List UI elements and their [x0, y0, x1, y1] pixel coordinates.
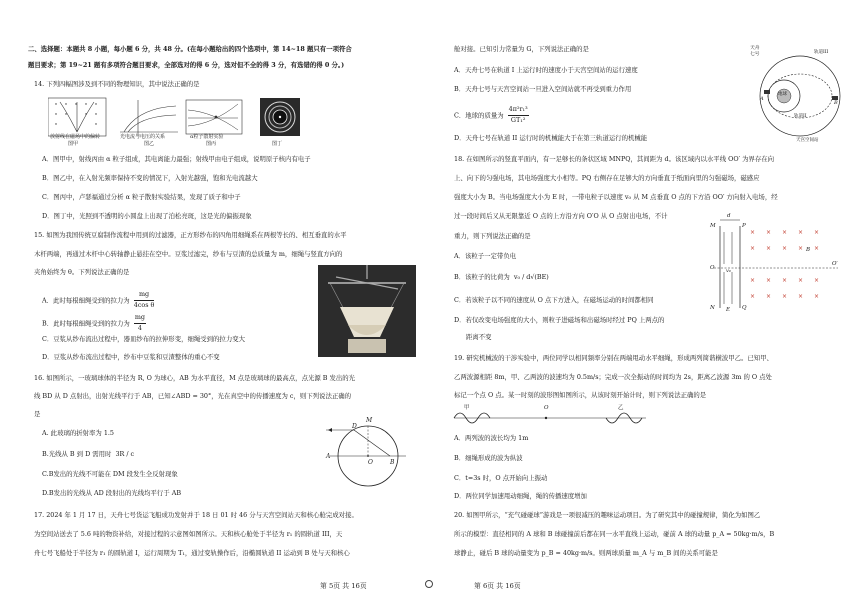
q19-option-b: B．细绳形成的波为纵波	[454, 454, 523, 462]
q14-fig-label-7: 图丁	[272, 141, 283, 147]
q19-option-c: C．t=3s 时，O 点开始向上振动	[454, 474, 548, 482]
q17-option-c	[454, 105, 529, 126]
q15-b-numerator: mg	[134, 313, 146, 324]
q16-option-b	[42, 450, 134, 460]
q17-label-station: 天宫空间站	[796, 138, 819, 143]
svg-text:×: ×	[814, 293, 820, 300]
svg-text:×: ×	[750, 229, 756, 236]
q17-label-earth: 地球	[778, 92, 787, 97]
q15-photo-drawing	[318, 265, 416, 357]
svg-text:×: ×	[814, 229, 820, 236]
footer-left-page-number: 第 5页 共 16页	[320, 582, 367, 590]
q19-line-1: 19. 研究机械波的干涉实验中，两位同学以相同频率分别在两端甩动水平细绳，形成两列简谐横波甲乙。已知甲、	[454, 354, 773, 362]
q18-line-4: 过一段时间后又从无限靠近 O 点的上方沿方向 O′O 从 O 点射出电场，不计	[454, 212, 668, 220]
q14-option-b: B．图乙中，在入射光频率保持不变的情况下，入射光越强，饱和光电流越大	[42, 174, 258, 182]
q15-option-d: D．豆浆从纱布流出过程中，纱布中豆浆和豆渣整体的重心不变	[42, 353, 220, 361]
svg-text:×: ×	[750, 293, 756, 300]
q16-line-3: 是	[34, 410, 41, 418]
q17-option-a: A．天舟七号在轨道 I 上运行时的速度小于天宫空间站的运行速度	[454, 66, 638, 74]
q18-line-3: 强度大小为 B。当电场强度大小为 E 时，一带电粒子以速度 v₀ 从 M 点垂直 O 点的下方沿 OO′ 方向射入电场，经	[454, 193, 778, 201]
q17-label-orbit-2: 轨道II	[794, 114, 807, 119]
q16-label-a: A	[326, 453, 331, 460]
q19-option-a: A．两列波的波长均为 1m	[454, 434, 529, 442]
q17-label-a: A	[760, 96, 764, 102]
q18-label-e: E	[726, 307, 731, 313]
q18-line-1: 18. 在如图所示的竖直平面内，有一足够长的条状区域 MNPQ，其间距为 d。该区域内以水平线 OO′ 为界存在向	[454, 155, 775, 163]
q19-line-3: 标记一个点 O 点。某一时刻的波形图如图所示，从该时刻开始计时，则下列说法正确的是	[454, 391, 707, 399]
q15-b-text: B．此时每根细绳受到的拉力为	[42, 319, 130, 328]
svg-text:×: ×	[814, 245, 820, 252]
q15-b-denominator: 4	[137, 323, 142, 332]
q17-label-orbit-3: 轨道III	[814, 50, 829, 55]
q18-option-d-cont: 距离不变	[466, 333, 492, 341]
q20-line-3: 球静止，碰后 B 球的动量变为 p_B = 40kg·m/s。则两球质量 m_A 与 m_B 间的关系可能是	[454, 549, 718, 557]
q18-b-text: B．该粒子的比荷为	[454, 273, 510, 281]
svg-text:×: ×	[782, 293, 788, 300]
q16-b-fraction: 3R / c	[115, 450, 135, 458]
q14-fig-label-6: 图丙	[206, 141, 217, 147]
q15-b-fraction	[134, 313, 146, 334]
q19-label-jia: 甲	[464, 405, 470, 411]
q15-a-numerator: mg	[134, 290, 155, 301]
section-header-line-1: 二、选择题：本题共 8 小题，每小题 6 分，共 48 分。(在每小题给出的四个选项中，第 14~18 题只有一项符合	[28, 45, 352, 53]
q14-stem: 14. 下列四幅图涉及到不同的物理知识，其中说法正确的是	[34, 80, 200, 88]
q18-b-fraction: v₀ / d√(BE)	[513, 273, 549, 281]
svg-text:×: ×	[798, 229, 804, 236]
q18-field-figure	[710, 212, 840, 320]
q17-c-fraction	[508, 105, 529, 126]
q14-figures	[48, 96, 328, 148]
q17-option-b: B．天舟七号与天宫空间站一旦进入空间站就不再受到重力作用	[454, 85, 632, 93]
q16-line-1: 16. 如图所示，一玻璃球体的半径为 R, O 为球心，AB 为水平直径，M 点是玻璃球的最高点，点光源 B 发出的光	[34, 374, 356, 382]
svg-text:×: ×	[814, 277, 820, 284]
q20-line-2: 所示的模型：直径相同的 A 球和 B 球碰撞前后都在同一水平直线上运动，碰前 A 球的动量 p_A = 50kg·m/s，B	[454, 530, 775, 538]
q15-filter-photo	[318, 265, 416, 357]
q18-label-d: d	[727, 213, 731, 219]
q17-c-denominator: GT₁²	[510, 115, 526, 124]
q15-option-c: C．豆浆从纱布流出过程中，器皿纱布的拉伸形变，细绳受到的拉力变大	[42, 335, 245, 343]
q16-option-a: A. 此玻璃的折射率为 1.5	[42, 429, 114, 437]
q19-label-o: O	[544, 405, 549, 411]
svg-text:×: ×	[798, 245, 804, 252]
q16-label-d: D	[352, 423, 357, 430]
q14-fig-label-2: 图甲	[68, 141, 79, 147]
q15-line-1: 15. 如图为我国传统豆腐制作流程中用到的过滤器，正方形纱布的四角用细绳系在两根等长的、相互垂直的水平	[34, 231, 347, 239]
q15-line-2: 木杆两端，再通过木杆中心转轴静止悬挂在空中。豆浆过滤完，纱布与豆渣的总质量为 m，细绳与竖直方向的	[34, 250, 343, 258]
q14-option-c: C．图丙中，卢瑟福通过分析 α 粒子散射实验结果，发现了质子和中子	[42, 193, 241, 201]
svg-text:×: ×	[750, 277, 756, 284]
q18-label-p: P	[742, 223, 746, 229]
q14-option-a: A．图甲中，射线丙由 α 粒子组成，其电离能力最强；射线甲由电子组成，说明原子核内有电子	[42, 155, 311, 163]
svg-text:×: ×	[782, 245, 788, 252]
q18-label-o-prime: O′	[832, 261, 838, 267]
svg-text:×: ×	[798, 293, 804, 300]
q18-label-q: Q	[742, 305, 747, 311]
q15-option-b	[42, 313, 146, 334]
svg-text:×: ×	[766, 277, 772, 284]
q17-c-numerator: 4π²r₁³	[508, 105, 529, 116]
q18-label-b: B	[806, 247, 811, 253]
q14-fig-label-3: 光电流与电压的关系	[120, 134, 166, 140]
q17-label-tianzhou: 天舟七号	[750, 46, 760, 57]
q17-orbit-figure	[750, 40, 842, 148]
q17-line-3: 舟七号飞船处于半径为 r₁ 的圆轨道 I，运行周期为 T₁，通过变轨操作后，沿椭圆轨道 II 运动到 B 处与天和核心	[34, 549, 350, 557]
q19-option-d: D．两位同学加速甩动细绳，绳的传播速度增加	[454, 492, 587, 500]
center-binding-mark	[425, 580, 433, 588]
q17-label-b: B	[834, 100, 838, 106]
q16-option-d: D.B发出的光线从 AD 段射出的光线均平行于 AB	[42, 489, 182, 497]
q16-b-text: B.光线从 B 到 D 需用时	[42, 450, 112, 458]
svg-text:×: ×	[766, 293, 772, 300]
svg-text:×: ×	[750, 245, 756, 252]
svg-text:×: ×	[766, 245, 772, 252]
svg-text:×: ×	[766, 229, 772, 236]
q18-line-5: 重力，则下列说法正确的是	[454, 232, 531, 240]
q19-wave-figure	[450, 404, 650, 430]
q19-label-yi: 乙	[618, 405, 624, 411]
q15-a-fraction	[134, 290, 155, 311]
svg-text:×: ×	[782, 277, 788, 284]
q17-c-text: C．地球的质量为	[454, 111, 504, 120]
q18-line-2: 上、向下的匀强电场，其电场强度大小相等。PQ 右侧存在足够大的方向垂直于纸面向里的匀强磁场，磁感应	[454, 174, 760, 182]
q19-line-2: 乙两波源相距 8m，甲、乙两波的波速均为 0.5m/s；完成一次全振动的时间均为 2s，距离乙波源 3m 的 O 点处	[454, 373, 772, 381]
section-header-line-2: 题目要求；第 19~21 题有多项符合题目要求，全部选对的得 6 分，选对但不全的得 3 分，有选错的得 0 分。)	[28, 61, 345, 69]
q16-label-o: O	[368, 459, 373, 466]
q18-option-b	[454, 273, 549, 283]
q18-label-n: N	[710, 305, 715, 311]
q15-option-a	[42, 290, 154, 311]
q20-line-1: 20. 如图甲所示，“充气碰碰球”游戏是一项很减压的趣味运动项目。为了研究其中的碰撞规律，简化为如图乙	[454, 511, 761, 519]
q17-line-1: 17. 2024 年 1 月 17 日，天舟七号货运飞船成功发射并于 18 日 01 时 46 分与天宫空间站天和核心舱完成对接。	[34, 511, 358, 519]
q15-a-denominator: 4cos θ	[133, 300, 155, 309]
q14-fig-label-1: 放射线在磁场中的偏转	[50, 134, 101, 140]
q16-line-2: 线 BD 从 D 点射出，出射光线平行于 AB，已知∠ABD = 30°，光在真空中的传播速度为 c，则下列说法正确的	[34, 392, 352, 400]
svg-text:×: ×	[798, 277, 804, 284]
q17-option-d: D．天舟七号在轨道 II 运行时的机械能大于在第三轨道运行的机械能	[454, 134, 648, 142]
q16-sphere-figure	[318, 410, 414, 490]
q18-label-v0: v₀	[726, 268, 731, 274]
q18-field-drawing	[710, 212, 840, 320]
q14-option-d: D．图丁中，光照到不透明的小圆盘上出现了泊松亮斑，这是光的偏振现象	[42, 212, 252, 220]
q18-option-c: C．若该粒子以不同的速度从 O 点下方进入，在磁场运动的时间都相同	[454, 296, 654, 304]
footer-right-page-number: 第 6页 共 16页	[474, 582, 521, 590]
q16-option-c: C.B发出的光线不可能在 DM 段发生全反射现象	[42, 470, 178, 478]
q14-fig-label-4: 图乙	[144, 141, 155, 147]
q18-label-m: M	[710, 223, 716, 229]
q15-line-3: 夹角始终为 θ。下列说法正确的是	[34, 268, 130, 276]
q15-a-text: A．此时每根细绳受到的拉力为	[42, 296, 130, 305]
q14-fig-label-5: α粒子散射实验	[190, 134, 224, 140]
q16-label-m: M	[366, 417, 373, 424]
q18-option-d: D．若仅改变电场强度的大小，则粒子进磁场和出磁场时经过 PQ 上两点的	[454, 316, 665, 324]
svg-text:×: ×	[782, 229, 788, 236]
q17-line-2: 为空间站送去了 5.6 吨的物资补给，对接过程的示意图如图所示。天和核心舱处于半径为 r₁ 的圆轨道 III，天	[34, 530, 343, 538]
q17-cont-line-1: 舱对接。已知引力常量为 G，下列说法正确的是	[454, 45, 589, 53]
q18-option-a: A．该粒子一定带负电	[454, 252, 517, 260]
q16-label-b: B	[390, 459, 395, 466]
q18-label-o: O	[710, 265, 715, 271]
